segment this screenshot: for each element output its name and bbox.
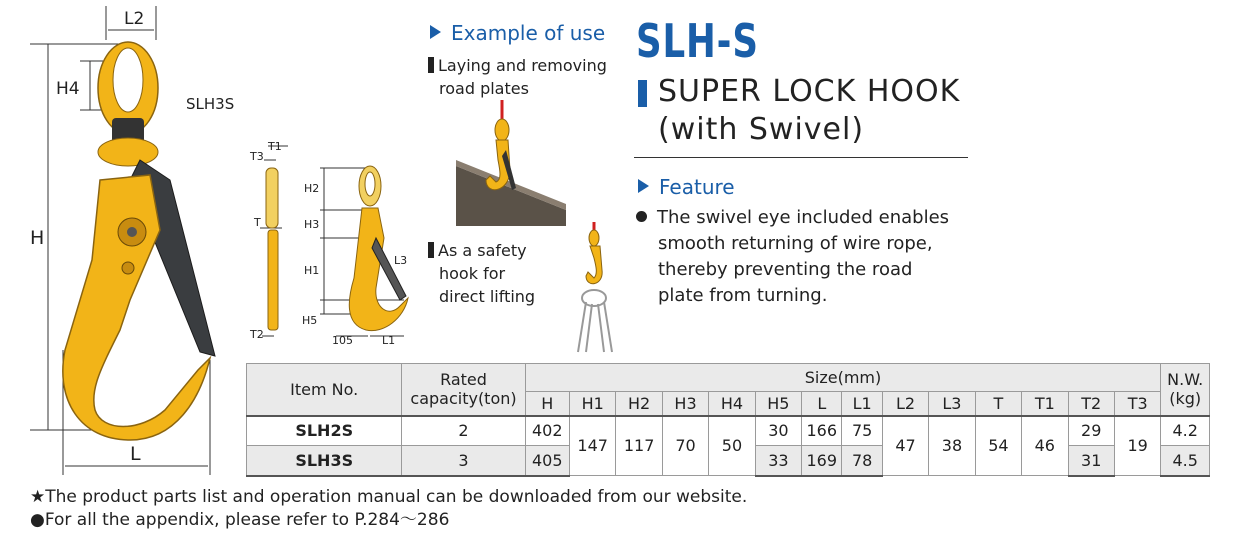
example-of-use-heading xyxy=(430,21,605,45)
cell-l1: 78 xyxy=(842,446,882,476)
feature-line-3: thereby preventing the road xyxy=(658,259,913,280)
header-nw-line1: N.W. xyxy=(1167,370,1204,390)
dim-h3: H3 xyxy=(304,218,320,231)
cell-h3: 70 xyxy=(662,416,708,476)
cell-l1: 75 xyxy=(842,416,882,446)
road-plate-photo xyxy=(456,100,566,226)
triangle-bullet-icon xyxy=(430,25,441,39)
cell-l: 169 xyxy=(802,446,842,476)
cell-l2: 47 xyxy=(882,416,928,476)
cell-capacity: 3 xyxy=(402,446,525,476)
cell-t2: 31 xyxy=(1068,446,1114,476)
circle-bullet-icon xyxy=(636,211,647,222)
direct-lifting-photo xyxy=(568,222,624,354)
cell-item: SLH2S xyxy=(247,416,402,446)
dim-angle: 105 xyxy=(332,334,353,347)
dim-t: T xyxy=(254,216,261,229)
dim-label-h4: H4 xyxy=(56,79,80,99)
dim-label-l: L xyxy=(130,443,141,465)
feature-line-2: smooth returning of wire rope, xyxy=(658,233,933,254)
example-item1-line2: road plates xyxy=(439,79,529,98)
feature-line-4: plate from turning. xyxy=(658,285,828,306)
feature-heading xyxy=(638,175,735,199)
dim-h2: H2 xyxy=(304,182,320,195)
header-rated-capacity xyxy=(402,364,525,416)
dim-h1: H1 xyxy=(304,264,320,277)
dim-l1: L1 xyxy=(382,334,396,347)
example-item-road-plates xyxy=(428,54,607,100)
title-accent-bar xyxy=(638,80,647,107)
side-view-eye xyxy=(266,168,278,228)
header-col-h: H xyxy=(525,392,569,416)
swivel-eye xyxy=(98,42,158,166)
dim-t2: T2 xyxy=(250,328,264,341)
header-col-l: L xyxy=(802,392,842,416)
side-view-body xyxy=(268,230,278,330)
header-col-h1: H1 xyxy=(569,392,615,416)
header-capacity-line1: Rated xyxy=(440,370,487,390)
note-appendix: ●For all the appendix, please refer to P.284～286 xyxy=(30,510,450,530)
feature-line-1: The swivel eye included enables xyxy=(657,207,950,228)
cell-capacity: 2 xyxy=(402,416,525,446)
square-bullet-icon xyxy=(428,242,434,258)
header-col-l2: L2 xyxy=(882,392,928,416)
model-number: SLH-S xyxy=(636,14,759,68)
cell-item: SLH3S xyxy=(247,446,402,476)
header-col-t1: T1 xyxy=(1022,392,1068,416)
header-col-h3: H3 xyxy=(662,392,708,416)
table-row xyxy=(247,416,1210,446)
cell-t1: 46 xyxy=(1022,416,1068,476)
product-title: SUPER LOCK HOOK xyxy=(658,74,961,109)
header-col-h4: H4 xyxy=(709,392,755,416)
hook-model-label: SLH3S xyxy=(186,95,235,113)
cell-t: 54 xyxy=(975,416,1021,476)
header-item-no: Item No. xyxy=(247,364,402,416)
dim-h5: H5 xyxy=(302,314,318,327)
header-col-h5: H5 xyxy=(755,392,801,416)
dim-label-l2: L2 xyxy=(124,9,145,29)
cell-nw: 4.5 xyxy=(1161,446,1210,476)
example-item2-line2: hook for xyxy=(439,264,506,283)
cell-h2: 117 xyxy=(616,416,662,476)
example-of-use-heading-text: Example of use xyxy=(451,21,606,45)
example-item2-line3: direct lifting xyxy=(439,287,536,306)
header-col-l1: L1 xyxy=(842,392,882,416)
dim-t1: T1 xyxy=(268,140,282,153)
triangle-bullet-icon xyxy=(638,179,649,193)
cell-h: 405 xyxy=(525,446,569,476)
header-col-t2: T2 xyxy=(1068,392,1114,416)
title-divider xyxy=(634,157,968,158)
front-view-body xyxy=(349,208,408,331)
dim-l3: L3 xyxy=(394,254,408,267)
example-item1-line1: Laying and removing xyxy=(438,56,607,75)
header-size: Size(mm) xyxy=(525,364,1161,392)
dim-t3: T3 xyxy=(250,150,264,163)
header-col-t3: T3 xyxy=(1114,392,1160,416)
cell-h5: 33 xyxy=(755,446,801,476)
feature-description xyxy=(636,205,976,309)
dim-label-h: H xyxy=(30,227,45,249)
header-col-h2: H2 xyxy=(616,392,662,416)
header-nw-line2: (kg) xyxy=(1169,389,1202,409)
cell-h1: 147 xyxy=(569,416,615,476)
hook-illustration xyxy=(0,0,250,480)
cell-nw: 4.2 xyxy=(1161,416,1210,446)
dimension-drawing xyxy=(244,138,420,350)
cell-h5: 30 xyxy=(755,416,801,446)
spec-table xyxy=(246,363,1210,477)
header-col-l3: L3 xyxy=(929,392,975,416)
cell-h4: 50 xyxy=(709,416,755,476)
square-bullet-icon xyxy=(428,57,434,73)
cell-t2: 29 xyxy=(1068,416,1114,446)
example-item2-line1: As a safety xyxy=(438,241,527,260)
example-item-safety-hook xyxy=(428,239,535,308)
cell-l3: 38 xyxy=(929,416,975,476)
product-subtitle: (with Swivel) xyxy=(658,112,865,147)
cell-l: 166 xyxy=(802,416,842,446)
header-net-weight xyxy=(1161,364,1210,416)
header-capacity-line2: capacity(ton) xyxy=(410,389,517,409)
feature-heading-text: Feature xyxy=(659,175,735,199)
cell-t3: 19 xyxy=(1114,416,1160,476)
header-col-t: T xyxy=(975,392,1021,416)
footnotes xyxy=(30,486,747,532)
note-download: ★The product parts list and operation manual can be downloaded from our website. xyxy=(30,487,748,507)
cell-h: 402 xyxy=(525,416,569,446)
